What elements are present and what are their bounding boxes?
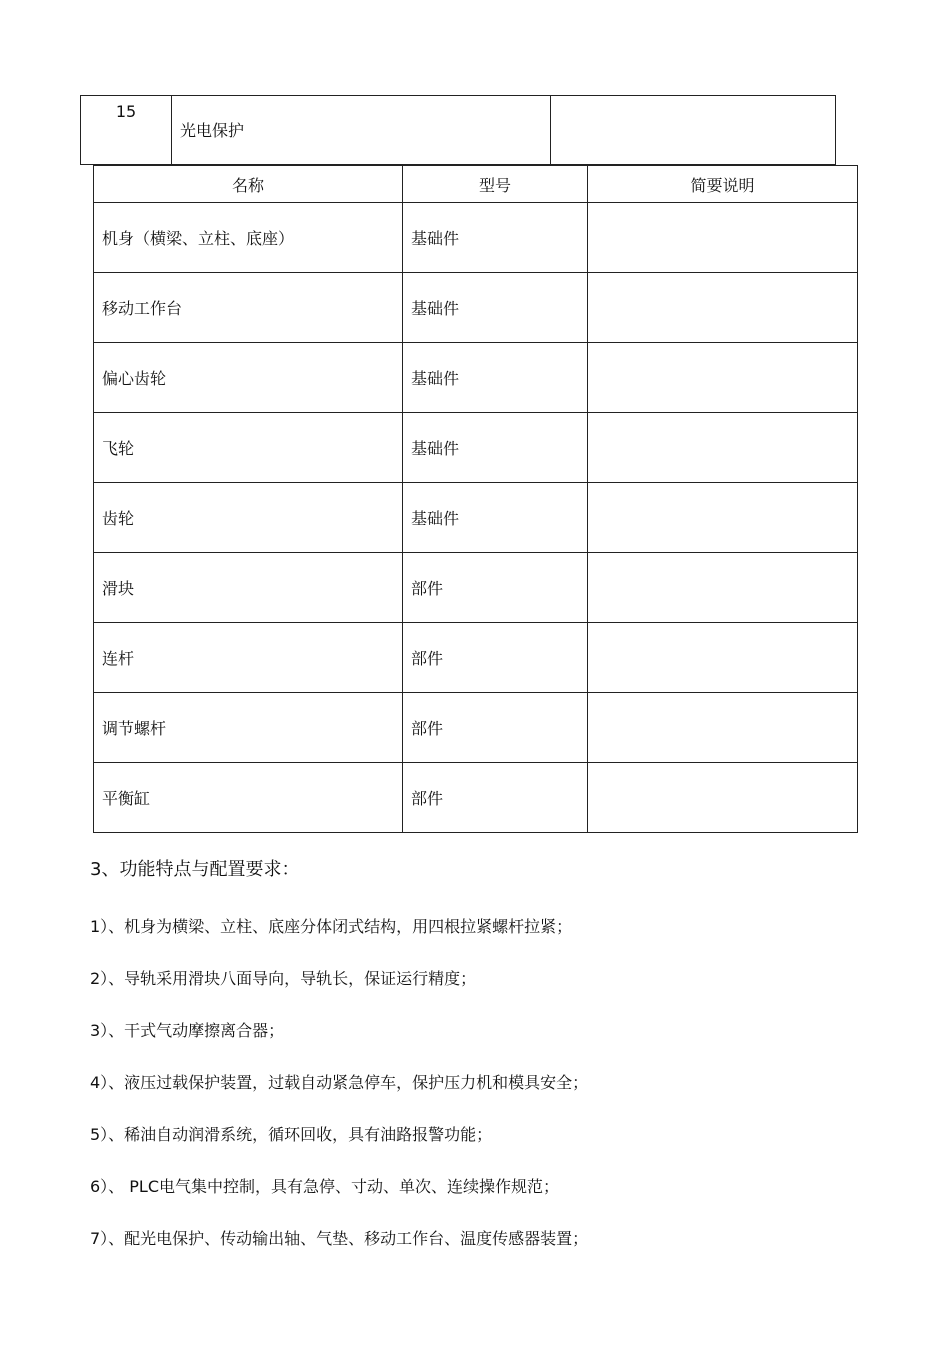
part-model: 基础件 <box>403 273 588 343</box>
part-name: 移动工作台 <box>94 273 403 343</box>
part-model: 部件 <box>403 623 588 693</box>
part-model: 基础件 <box>403 343 588 413</box>
table-row <box>94 763 858 833</box>
part-name: 机身（横梁、立柱、底座） <box>94 203 403 273</box>
part-note <box>588 763 858 833</box>
part-model: 基础件 <box>403 483 588 553</box>
part-name: 偏心齿轮 <box>94 343 403 413</box>
header-note: 简要说明 <box>588 166 858 203</box>
top-continuation-table <box>80 95 836 165</box>
part-model: 基础件 <box>403 413 588 483</box>
part-note <box>588 693 858 763</box>
list-item: 4）、液压过载保护装置，过载自动紧急停车，保护压力机和模具安全； <box>90 1073 589 1092</box>
list-item: 2）、导轨采用滑块八面导向，导轨长，保证运行精度； <box>90 969 477 988</box>
list-item: 7）、配光电保护、传动输出轴、气垫、移动工作台、温度传感器装置； <box>90 1229 589 1248</box>
part-note <box>588 553 858 623</box>
table-row <box>94 623 858 693</box>
table-header-row <box>94 166 858 203</box>
table-row <box>94 693 858 763</box>
part-name: 滑块 <box>94 553 403 623</box>
part-note <box>588 483 858 553</box>
part-name: 平衡缸 <box>94 763 403 833</box>
part-model: 基础件 <box>403 203 588 273</box>
header-name: 名称 <box>94 166 403 203</box>
row-number: 15 <box>81 96 172 165</box>
list-item: 1）、机身为横梁、立柱、底座分体闭式结构，用四根拉紧螺杆拉紧； <box>90 917 573 936</box>
part-name: 调节螺杆 <box>94 693 403 763</box>
table-row <box>94 553 858 623</box>
row-note <box>551 96 836 165</box>
part-model: 部件 <box>403 553 588 623</box>
table-row <box>94 203 858 273</box>
header-model: 型号 <box>403 166 588 203</box>
table-row <box>94 413 858 483</box>
part-name: 齿轮 <box>94 483 403 553</box>
part-note <box>588 203 858 273</box>
section-heading: 3、功能特点与配置要求： <box>90 859 300 880</box>
table-row <box>81 96 836 165</box>
part-note <box>588 623 858 693</box>
part-note <box>588 273 858 343</box>
row-name: 光电保护 <box>172 96 551 165</box>
list-item: 6）、 PLC电气集中控制，具有急停、寸动、单次、连续操作规范； <box>90 1177 560 1196</box>
table-row <box>94 483 858 553</box>
part-model: 部件 <box>403 763 588 833</box>
part-note <box>588 413 858 483</box>
part-name: 连杆 <box>94 623 403 693</box>
requirements-list <box>90 915 588 1279</box>
list-item: 5）、稀油自动润滑系统，循环回收，具有油路报警功能； <box>90 1125 493 1144</box>
parts-table <box>93 165 858 833</box>
list-item: 3）、干式气动摩擦离合器； <box>90 1021 285 1040</box>
part-note <box>588 343 858 413</box>
table-row <box>94 343 858 413</box>
part-name: 飞轮 <box>94 413 403 483</box>
table-row <box>94 273 858 343</box>
part-model: 部件 <box>403 693 588 763</box>
